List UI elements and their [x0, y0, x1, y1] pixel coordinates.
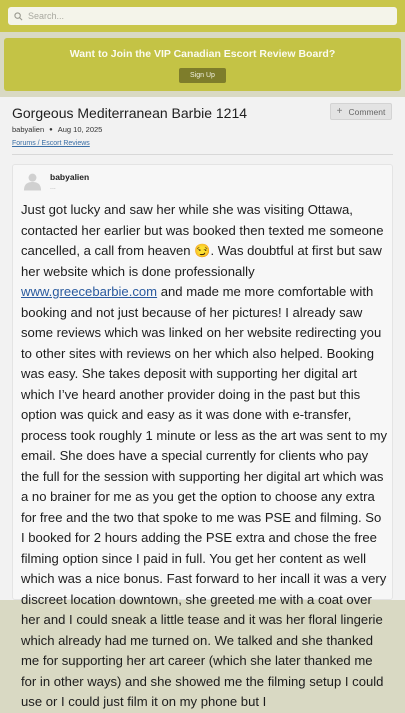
comment-button-label: Comment [348, 106, 386, 117]
thread-title: Gorgeous Mediterranean Barbie 1214 [12, 105, 248, 121]
avatar-icon[interactable] [23, 171, 42, 191]
divider [12, 154, 393, 155]
top-bar [0, 0, 405, 32]
website-link[interactable]: www.greecebarbie.com [21, 284, 158, 299]
vip-promo-banner [4, 38, 401, 91]
thread-date: Aug 10, 2025 [57, 125, 103, 134]
post-text-continued: and made me more comfortable with booking and not just because of her pictures! I already saw some reviews which was linked on her website redirecting you to other sites with reviews on her which also helped. Booking was easy. She takes deposit with supporting her digital art which I’ve heard another provider doing in the past but this option was quick and easy as it was done with e-transfer, process took roughly 1 minute or less as the art was sent to my email. She does have a special currently for clients who pay the full for the session with supporting her digital art which was a no brainer for me as you get the option to choose any extra for free and the two that spoke to me was PSE and filming. So I booked for 2 hours adding the PSE extra and chose the free filming option since I paid in full. You get her content as well which was a nice bonus. Fast forward to her incall it was a very discreet location downtown, she greeted me with a coat over her and I could sneak a little tease and it was her floral lingerie which already had me turned on. We talked and she thanked me for supporting her art career (which she later thanked me for in other ways) and she showed me the filming setup I could use or I could just film it on my phone but I [21, 284, 388, 709]
search-input[interactable] [28, 11, 397, 21]
sign-up-button[interactable]: Sign Up [179, 68, 226, 83]
thread-author[interactable]: babyalien [12, 125, 45, 134]
post-author[interactable]: babyalien [50, 172, 90, 182]
post-author-subtitle: ... [50, 184, 56, 191]
comment-button[interactable] [330, 103, 392, 120]
post-text: Just got lucky and saw her while she was visiting Ottawa, contacted her earlier but was booked then texted me someone cancelled, a call from heaven 😏. Was doubtful at first but saw her website which is done professionally [21, 202, 384, 279]
post-body [21, 200, 388, 713]
separator-dot: ● [49, 126, 53, 133]
post-card [12, 164, 393, 709]
search-icon [14, 12, 23, 21]
thread-meta [12, 125, 102, 134]
search-box[interactable] [8, 7, 397, 25]
plus-icon: + [336, 106, 343, 117]
promo-title: Want to Join the VIP Canadian Escort Review Board? [69, 48, 336, 60]
breadcrumb[interactable]: Forums / Escort Reviews [12, 140, 90, 147]
